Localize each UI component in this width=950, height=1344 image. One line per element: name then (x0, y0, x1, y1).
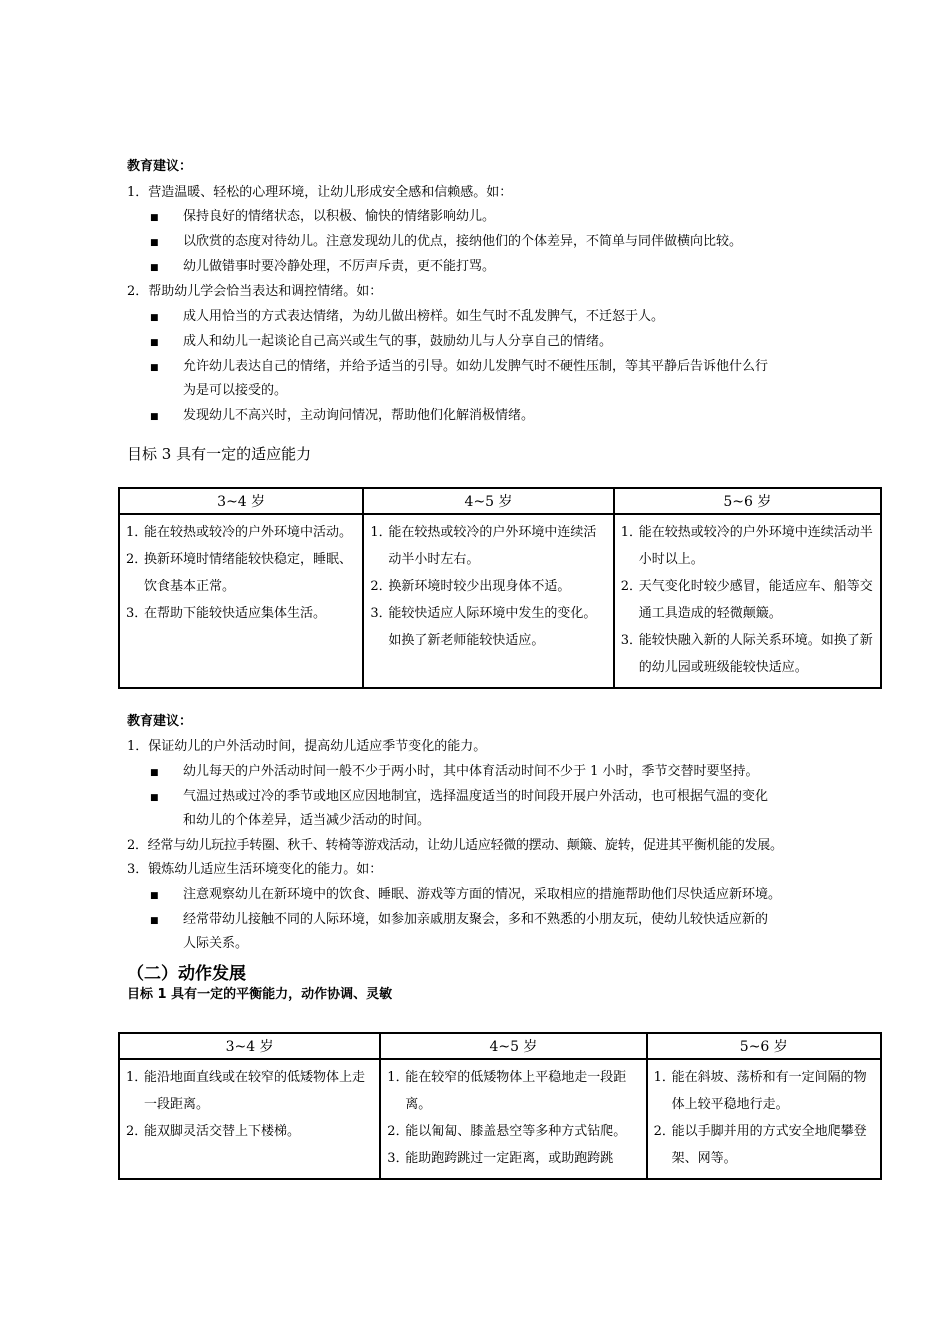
bullet-icon: ■ (150, 263, 159, 273)
item-number: 3． (387, 1151, 409, 1166)
list-item (126, 546, 356, 600)
item-text: 换新环境时较少出现身体不适。 (388, 579, 571, 594)
list-item: 气温过热或过冷的季节或地区应因地制宜，选择温度适当的时间段开展户外活动，也可根据气温的变化 (183, 789, 769, 804)
table-cell (119, 1059, 380, 1179)
item-text: 能较快融入新的人际关系环境。如换了新的幼儿园或班级能较快适应。 (638, 633, 873, 675)
goal-3-title: 目标 3 具有一定的适应能力 (127, 445, 312, 463)
item-text: 能以匍匐、膝盖悬空等多种方式钻爬。 (405, 1124, 627, 1139)
list-item: 允许幼儿表达自己的情绪，并给予适当的引导。如幼儿发脾气时不硬性压制，等其平静后告诉他什么行 (183, 359, 769, 374)
item-number: 1． (387, 1070, 409, 1085)
item-number: 1． (370, 525, 392, 540)
item-number: 1． (653, 1070, 675, 1085)
list-item (370, 600, 606, 654)
table-cell (614, 514, 881, 688)
list-item: 幼儿做错事时要冷静处理，不厉声斥责，更不能打骂。 (183, 259, 496, 274)
list-item (621, 519, 874, 573)
item-text: 能沿地面直线或在较窄的低矮物体上走一段距离。 (144, 1070, 366, 1112)
list-item: 幼儿每天的户外活动时间一般不少于两小时，其中体育活动时间不少于 1 小时，季节交替时要坚持。 (183, 764, 759, 779)
paragraph: 2．帮助幼儿学会恰当表达和调控情绪。如： (127, 284, 383, 299)
goal-1-table (118, 1032, 882, 1180)
list-item-continued: 和幼儿的个体差异，适当减少活动的时间。 (183, 813, 431, 828)
table-cell (380, 1059, 646, 1179)
item-number: 1． (126, 1070, 148, 1085)
list-item (370, 519, 606, 573)
list-item (387, 1064, 639, 1118)
item-number: 1． (126, 525, 148, 540)
paragraph: 1．保证幼儿的户外活动时间，提高幼儿适应季节变化的能力。 (127, 739, 487, 754)
item-text: 能在较热或较冷的户外环境中连续活动半小时左右。 (388, 525, 597, 567)
list-item (126, 600, 356, 627)
item-text: 能在较窄的低矮物体上平稳地走一段距离。 (405, 1070, 627, 1112)
item-text: 能以手脚并用的方式安全地爬攀登架、网等。 (671, 1124, 867, 1166)
item-number: 2． (620, 579, 642, 594)
list-item: 保持良好的情绪状态，以积极、愉快的情绪影响幼儿。 (183, 209, 496, 224)
list-item (387, 1145, 639, 1172)
bullet-icon: ■ (150, 238, 159, 248)
bullet-icon: ■ (150, 891, 159, 901)
list-item: 发现幼儿不高兴时，主动询问情况，帮助他们化解消极情绪。 (183, 408, 535, 423)
item-text: 能在较热或较冷的户外环境中活动。 (144, 525, 353, 540)
list-item (126, 519, 356, 546)
item-text: 能在较热或较冷的户外环境中连续活动半小时以上。 (638, 525, 873, 567)
item-number: 3． (620, 633, 642, 648)
item-text: 能较快适应人际环境中发生的变化。如换了新老师能较快适应。 (388, 606, 597, 648)
table-cell (363, 514, 613, 688)
list-item-continued: 为是可以接受的。 (183, 383, 288, 398)
item-text: 能助跑跨跳过一定距离，或助跑跨跳 (405, 1151, 614, 1166)
item-number: 2． (387, 1124, 409, 1139)
item-text: 天气变化时较少感冒，能适应车、船等交通工具造成的轻微颠簸。 (638, 579, 873, 621)
bullet-icon: ■ (150, 916, 159, 926)
list-item: 成人用恰当的方式表达情绪，为幼儿做出榜样。如生气时不乱发脾气，不迁怒于人。 (183, 309, 665, 324)
paragraph: 2．经常与幼儿玩拉手转圈、秋千、转椅等游戏活动，让幼儿适应轻微的摆动、颠簸、旋转，促进其平衡机能的发展。 (127, 838, 783, 853)
table-header-age-3-4: 3~4 岁 (119, 1033, 380, 1059)
bullet-icon: ■ (150, 793, 159, 803)
item-number: 1． (620, 525, 642, 540)
item-text: 在帮助下能较快适应集体生活。 (144, 606, 327, 621)
table-header-age-5-6: 5~6 岁 (614, 488, 881, 514)
table-cell (647, 1059, 881, 1179)
paragraph: 1．营造温暖、轻松的心理环境，让幼儿形成安全感和信赖感。如： (127, 185, 513, 200)
goal-1-title: 目标 1 具有一定的平衡能力，动作协调、灵敏 (127, 987, 393, 1002)
list-item (621, 627, 874, 681)
item-number: 2． (126, 1124, 148, 1139)
list-item: 以欣赏的态度对待幼儿。注意发现幼儿的优点，接纳他们的个体差异，不简单与同伴做横向比较。 (183, 234, 743, 249)
list-item (387, 1118, 639, 1145)
table-header-age-4-5: 4~5 岁 (380, 1033, 646, 1059)
bullet-icon: ■ (150, 338, 159, 348)
bullet-icon: ■ (150, 768, 159, 778)
section-title: （二）动作发展 (127, 964, 246, 984)
list-item (654, 1118, 874, 1172)
list-item (621, 573, 874, 627)
list-item (126, 1064, 373, 1118)
bullet-icon: ■ (150, 412, 159, 422)
bullet-icon: ■ (150, 363, 159, 373)
bullet-icon: ■ (150, 313, 159, 323)
goal-3-table (118, 487, 882, 689)
item-text: 能双脚灵活交替上下楼梯。 (144, 1124, 301, 1139)
list-item-continued: 人际关系。 (183, 936, 249, 951)
list-item (126, 1118, 373, 1145)
item-number: 3． (126, 606, 148, 621)
item-text: 能在斜坡、荡桥和有一定间隔的物体上较平稳地行走。 (671, 1070, 867, 1112)
list-item: 注意观察幼儿在新环境中的饮食、睡眠、游戏等方面的情况，采取相应的措施帮助他们尽快适应新环境。 (183, 887, 782, 902)
item-number: 2． (126, 552, 148, 567)
edu-heading-2: 教育建议： (127, 714, 193, 729)
table-header-age-5-6: 5~6 岁 (647, 1033, 881, 1059)
item-text: 换新环境时情绪能较快稳定，睡眠、饮食基本正常。 (144, 552, 353, 594)
table-cell (119, 514, 363, 688)
item-number: 2． (370, 579, 392, 594)
list-item: 经常带幼儿接触不同的人际环境，如参加亲戚朋友聚会，多和不熟悉的小朋友玩，使幼儿较快适应新的 (183, 912, 769, 927)
edu-heading-1: 教育建议： (127, 159, 193, 174)
paragraph: 3．锻炼幼儿适应生活环境变化的能力。如： (127, 862, 383, 877)
bullet-icon: ■ (150, 213, 159, 223)
list-item (370, 573, 606, 600)
table-header-age-4-5: 4~5 岁 (363, 488, 613, 514)
list-item: 成人和幼儿一起谈论自己高兴或生气的事，鼓励幼儿与人分享自己的情绪。 (183, 334, 613, 349)
item-number: 2． (653, 1124, 675, 1139)
list-item (654, 1064, 874, 1118)
item-number: 3． (370, 606, 392, 621)
table-header-age-3-4: 3~4 岁 (119, 488, 363, 514)
